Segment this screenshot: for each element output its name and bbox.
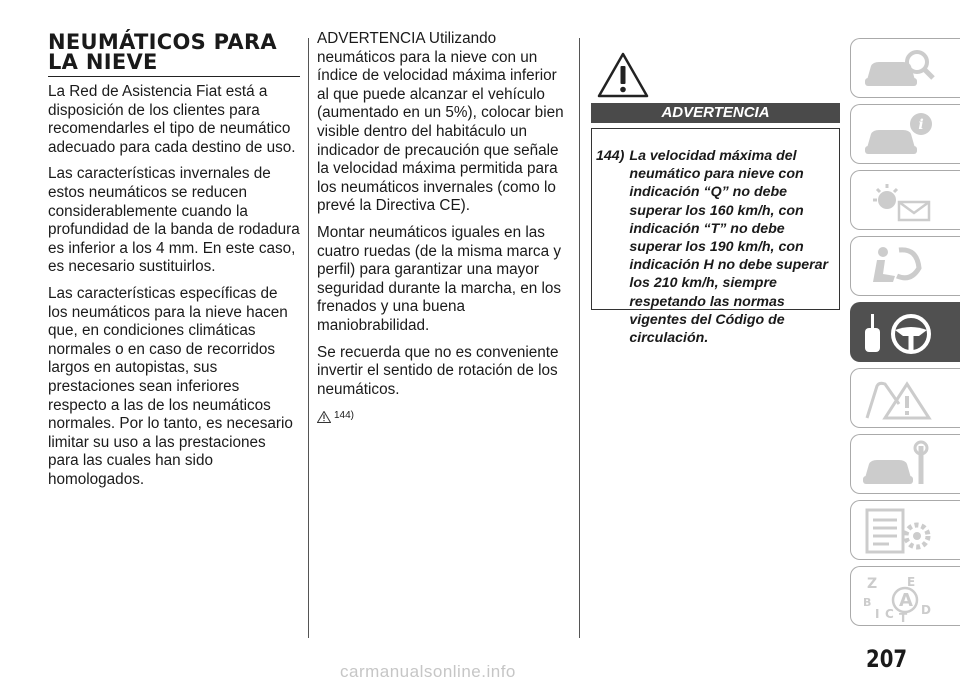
title-line-2: LA NIEVE: [48, 50, 158, 74]
svg-text:B: B: [863, 596, 872, 609]
tab-seat-airbag[interactable]: [850, 236, 960, 296]
warning-item-number: 144): [596, 148, 625, 164]
paragraph: Se recuerda que no es conveniente invertir el sentido de rotación de los neumáticos.: [317, 343, 559, 398]
tab-car-info[interactable]: [850, 104, 960, 164]
column-left: [48, 30, 300, 497]
svg-text:T: T: [899, 611, 908, 622]
svg-text:D: D: [921, 603, 931, 617]
page-number: 207: [866, 645, 908, 673]
tab-alphabetical-index[interactable]: [850, 566, 960, 626]
warning-reference-label: 144): [334, 410, 355, 422]
watermark: carmanualsonline.info: [340, 662, 516, 681]
paragraph: Montar neumáticos iguales en las cuatro ruedas (de la misma marca y perfil) para garantizar una mayor seguridad durante la marcha, en los frenados y una buena maniobrabilidad.: [317, 223, 562, 334]
svg-text:I: I: [875, 607, 880, 621]
warning-header: ADVERTENCIA: [591, 103, 840, 123]
warning-triangle-icon: [317, 411, 331, 423]
svg-text:C: C: [885, 607, 894, 621]
svg-text:A: A: [899, 590, 913, 611]
alphabetical-index-icon: [859, 572, 939, 622]
tab-technical-data[interactable]: [850, 500, 960, 560]
tab-dashboard-lights[interactable]: [850, 170, 960, 230]
svg-text:E: E: [907, 575, 916, 589]
tab-car-maintenance[interactable]: [850, 434, 960, 494]
car-maintenance-icon: [859, 440, 939, 490]
title-line-1: NEUMÁTICOS PARA: [48, 30, 277, 54]
car-info-icon: [859, 110, 939, 160]
svg-text:Z: Z: [867, 576, 878, 592]
column-divider: [308, 38, 309, 638]
paragraph: Las características invernales de estos neumáticos se reducen considerablemente cuando la profundidad de la banda de rodadura es inferior a los 4 mm. En este caso, es necesario sustituirlos.: [48, 165, 300, 276]
technical-data-icon: [859, 506, 939, 556]
dashboard-lights-icon: [859, 176, 939, 226]
paragraph: ADVERTENCIA Utilizando neumáticos para la nieve con un índice de velocidad máxima inferior al que puede alcanzar el vehículo (aumentado en un 5%), colocar bien visible dentro del habitáculo un indicador de precaución que señale la velocidad máxima permitida para los neumáticos invernales (como lo prevé la Directiva CE).: [317, 30, 564, 215]
warning-triangle-icon: [597, 52, 649, 98]
warning-item-text: La velocidad máxima del neumático para nieve con indicación “Q” no debe superar los 160 km/h, con indicación “T” no debe superar los 190 km/h, con indicación H no debe superar los 210 km/h, siempre respetando las normas vigentes del Código de circulación.: [629, 148, 829, 347]
tab-road-warning[interactable]: [850, 368, 960, 428]
tab-car-search[interactable]: [850, 38, 960, 98]
column-middle: [317, 30, 569, 426]
tab-key-steering-wheel[interactable]: [850, 302, 960, 362]
warning-reference[interactable]: [317, 407, 569, 426]
column-divider: [579, 38, 580, 638]
paragraph: Las características específicas de los neumáticos para la nieve hacen que, en condiciones climáticas normales o en caso de recorridos largos en autopistas, sus prestaciones sean inferiores respecto a las de los neumáticos normales. Por lo tanto, es necesario limitar su uso a las prestaciones para las cuales han sido homologados.: [48, 284, 293, 488]
warning-item: [596, 147, 840, 347]
svg-text:i: i: [918, 117, 924, 133]
road-warning-icon: [859, 374, 939, 424]
key-steering-wheel-icon: [859, 308, 939, 358]
car-search-icon: [859, 44, 939, 94]
section-title: [48, 32, 300, 77]
seat-airbag-icon: [859, 242, 939, 292]
warning-list: [596, 147, 840, 347]
paragraph: La Red de Asistencia Fiat está a disposición de los clientes para recomendarles el tipo de neumático adecuado para cada destino de uso.: [48, 83, 296, 156]
